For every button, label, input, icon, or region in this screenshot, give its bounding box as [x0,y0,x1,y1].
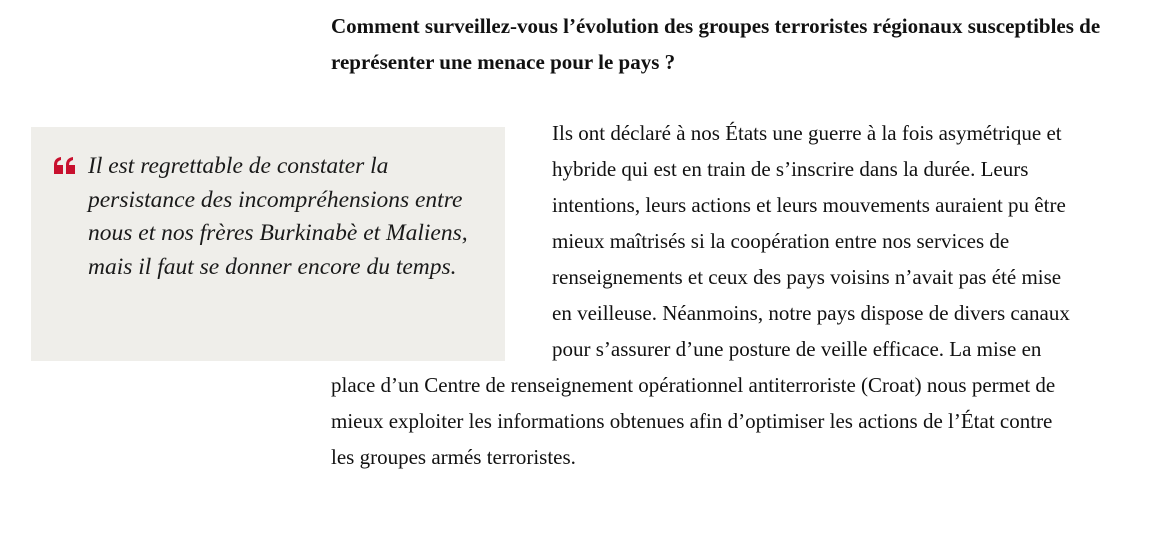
quote-icon [53,157,77,175]
answer-text: Ils ont déclaré à nos États une guerre à la fois asymétrique et hybride qui est en train de s’inscrire dans la durée. Leurs intentions, leurs actions et leurs mouvements auraient pu être mieux maîtrisés si la coopération entre nos services de renseignements et ceux des pays voisins n’avait pas été mise en veilleuse. Néanmoins, notre pays dispose de divers canaux pour s’assurer d’une posture de veille efficace. La mise en place d’un Centre de renseignement opérationnel antiterroriste (Croat) nous permet de mieux exploiter les informations obtenues afin d’optimiser les actions de l’État contre les groupes armés terroristes. [331,121,1070,469]
pull-quote-text: Il est regrettable de constater la persistance des incompréhensions entre nous et nos frères Burkinabè et Maliens, mais il faut se donner encore du temps. [88,153,468,280]
interview-question: Comment surveillez-vous l’évolution des groupes terroristes régionaux susceptibles de représenter une menace pour le pays ? [331,14,1101,74]
pull-quote-spacer [331,115,552,367]
answer-paragraph [331,115,1071,475]
